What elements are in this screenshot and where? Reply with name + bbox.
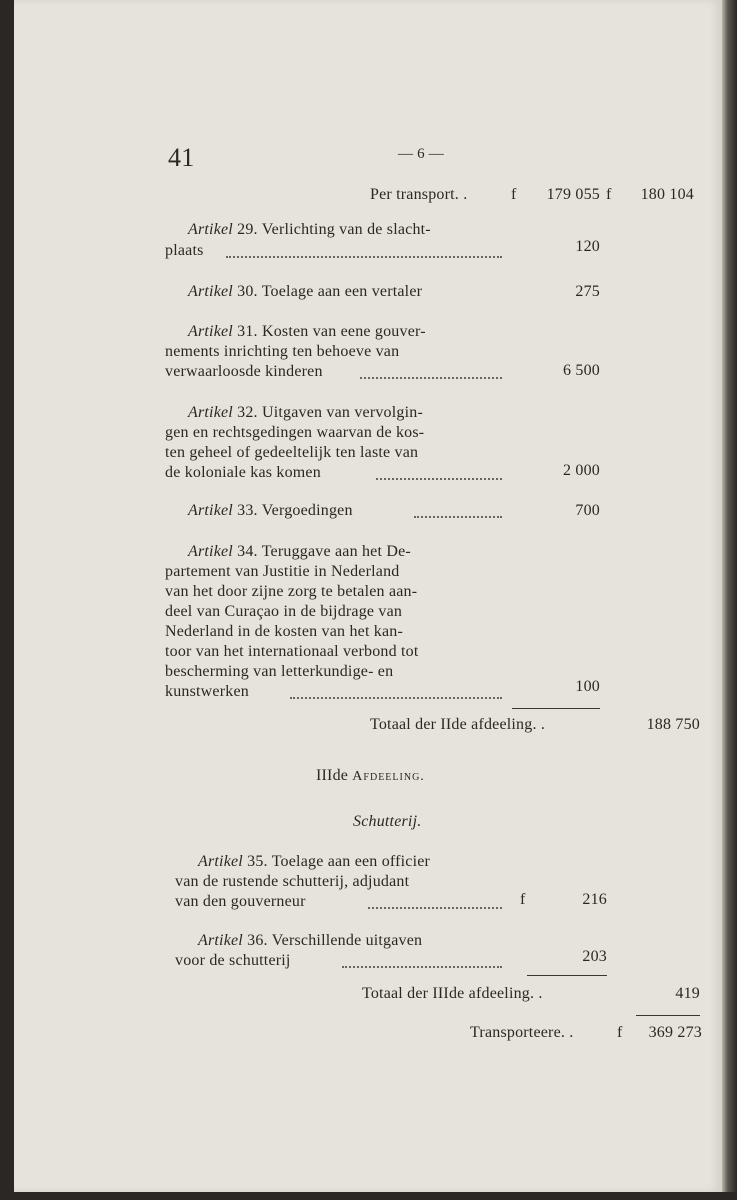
transport-in-currency-2: f: [606, 186, 612, 203]
article-29-line-2: plaats: [165, 242, 204, 259]
transport-out-currency: f: [617, 1024, 623, 1041]
article-35-line-3: van den gouverneur: [175, 893, 306, 910]
article-33-line-1: Artikel 33. Vergoedingen: [188, 502, 353, 519]
article-34-line-2: partement van Justitie in Nederland: [165, 563, 400, 580]
article-29-amount: 120: [575, 238, 600, 255]
transport-in-amount-2: 180 104: [640, 186, 694, 203]
section-iii-subheading: Schutterij.: [353, 813, 422, 830]
article-31-line-1: Artikel 31. Kosten van eene gouver-: [188, 323, 426, 340]
article-35-amount: 216: [582, 891, 607, 908]
article-31-amount: 6 500: [563, 362, 600, 379]
total-iii-amount: 419: [675, 985, 700, 1002]
article-32-amount: 2 000: [563, 462, 600, 479]
article-36-line-2: voor de schutterij: [175, 952, 291, 969]
article-34-line-5: Nederland in de kosten van het kan-: [165, 623, 404, 640]
total-iii-label: Totaal der IIIde afdeeling. .: [362, 985, 543, 1002]
section-iii-heading: IIIde Afdeeling.: [316, 767, 425, 784]
transport-in-currency-1: f: [511, 186, 517, 203]
article-36-line-1: Artikel 36. Verschillende uitgaven: [198, 932, 423, 949]
article-32-line-1: Artikel 32. Uitgaven van vervolgin-: [188, 404, 423, 421]
article-33-amount: 700: [575, 502, 600, 519]
total-ii-label: Totaal der IIde afdeeling. .: [370, 716, 546, 733]
article-32-line-4: de koloniale kas komen: [165, 464, 321, 481]
transport-out-label: Transporteere. .: [470, 1024, 574, 1041]
page-number: — 6 —: [398, 146, 444, 162]
article-32-line-2: gen en rechtsgedingen waarvan de kos-: [165, 424, 425, 441]
article-34-line-1: Artikel 34. Teruggave aan het De-: [188, 543, 411, 560]
article-34-line-6: toor van het internationaal verbond tot: [165, 643, 419, 660]
page-edge: [722, 0, 737, 1200]
transport-out-amount: 369 273: [648, 1024, 702, 1041]
article-31-line-3: verwaarloosde kinderen: [165, 363, 323, 380]
article-35-line-2: van de rustende schutterij, adjudant: [175, 873, 410, 890]
article-30-line-1: Artikel 30. Toelage aan een vertaler: [188, 283, 423, 300]
article-34-line-7: bescherming van letterkundige- en: [165, 663, 394, 680]
sum-rule: [636, 1015, 700, 1016]
article-31-line-2: nements inrichting ten behoeve van: [165, 343, 400, 360]
transport-in-label: Per transport. .: [370, 186, 468, 203]
article-35-currency: f: [520, 891, 526, 908]
article-34-amount: 100: [575, 678, 600, 695]
leader-dots: [414, 516, 502, 518]
sum-rule: [527, 975, 607, 976]
article-34-line-8: kunstwerken: [165, 683, 249, 700]
article-29-line-1: Artikel 29. Verlichting van de slacht-: [188, 221, 431, 238]
leader-dots: [226, 256, 502, 258]
article-36-amount: 203: [582, 948, 607, 965]
transport-in-amount-1: 179 055: [546, 186, 600, 203]
article-34-line-3: van het door zijne zorg te betalen aan-: [165, 583, 418, 600]
folio-number: 41: [168, 143, 195, 172]
article-34-line-4: deel van Curaçao in de bijdrage van: [165, 603, 403, 620]
page-bottom-edge: [0, 1192, 737, 1200]
article-35-line-1: Artikel 35. Toelage aan een officier: [198, 853, 431, 870]
leader-dots: [290, 697, 502, 699]
leader-dots: [360, 377, 502, 379]
total-ii-amount: 188 750: [646, 716, 700, 733]
leader-dots: [342, 966, 502, 968]
article-32-line-3: ten geheel of gedeeltelijk ten laste van: [165, 444, 419, 461]
sum-rule: [512, 708, 600, 709]
leader-dots: [376, 478, 502, 480]
article-30-amount: 275: [575, 283, 600, 300]
leader-dots: [368, 907, 502, 909]
